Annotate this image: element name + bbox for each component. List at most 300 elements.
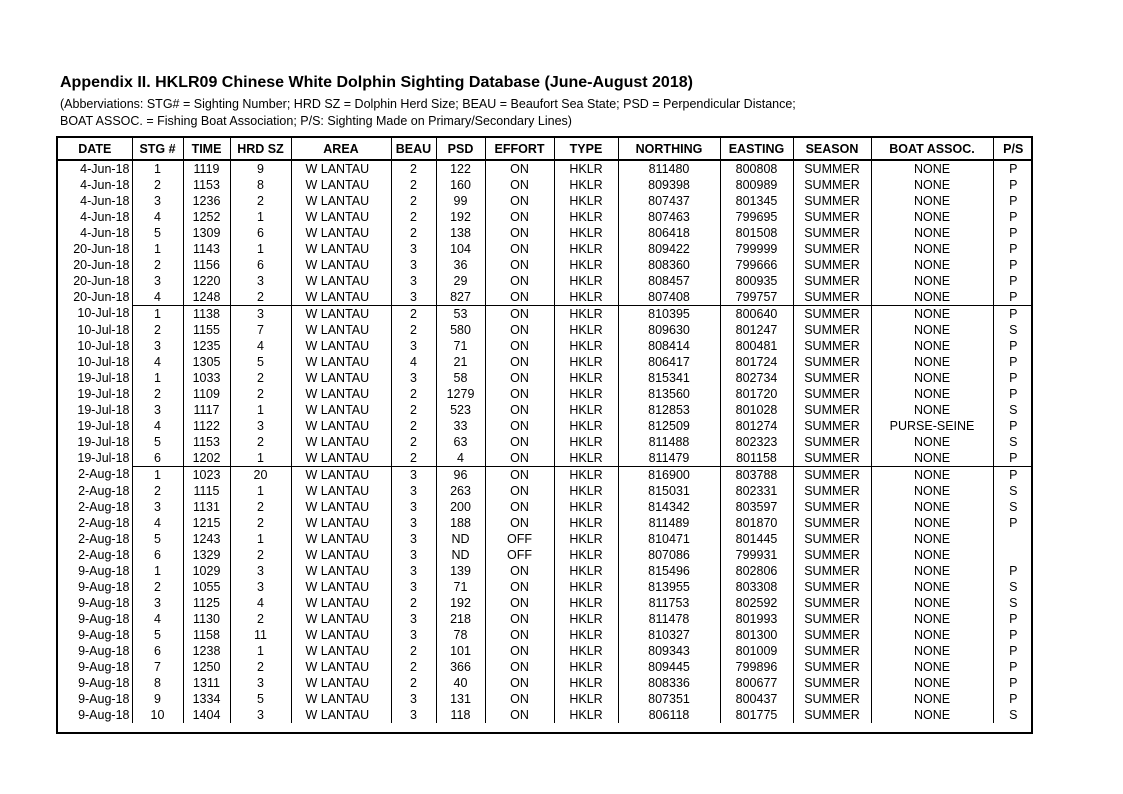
cell-time: 1109 bbox=[183, 386, 230, 402]
cell-northing: 815031 bbox=[618, 483, 720, 499]
cell-type: HKLR bbox=[554, 370, 618, 386]
cell-area: W LANTAU bbox=[291, 322, 391, 338]
cell-boat-assoc: NONE bbox=[871, 338, 993, 354]
cell-area: W LANTAU bbox=[291, 659, 391, 675]
cell-stg: 2 bbox=[132, 177, 183, 193]
cell-ps: S bbox=[1009, 595, 1018, 610]
cell-time: 1131 bbox=[183, 499, 230, 515]
abbreviations-line-2: BOAT ASSOC. = Fishing Boat Association; P/S: Sighting Made on Primary/Secondary Lines) bbox=[60, 114, 572, 128]
cell-type: HKLR bbox=[554, 306, 618, 323]
table-row bbox=[58, 595, 1033, 611]
cell-hrd-sz: 3 bbox=[230, 306, 291, 323]
cell-stg: 2 bbox=[132, 257, 183, 273]
cell-time: 1029 bbox=[183, 563, 230, 579]
cell-effort: ON bbox=[485, 611, 554, 627]
cell-psd: 139 bbox=[436, 563, 485, 579]
cell-easting: 802331 bbox=[720, 483, 793, 499]
cell-area: W LANTAU bbox=[291, 595, 391, 611]
table-row bbox=[58, 659, 1033, 675]
cell-ps: S bbox=[1009, 499, 1018, 514]
cell-hrd-sz: 3 bbox=[230, 579, 291, 595]
cell-ps: S bbox=[1009, 434, 1018, 449]
cell-stg: 3 bbox=[132, 402, 183, 418]
cell-date: 19-Jul-18 bbox=[58, 370, 132, 386]
cell-psd: 96 bbox=[436, 467, 485, 484]
cell-easting: 801345 bbox=[720, 193, 793, 209]
cell-type: HKLR bbox=[554, 289, 618, 306]
table-body bbox=[58, 160, 1033, 723]
cell-date: 19-Jul-18 bbox=[58, 418, 132, 434]
cell-boat-assoc: NONE bbox=[871, 273, 993, 289]
cell-time: 1311 bbox=[183, 675, 230, 691]
cell-stg: 4 bbox=[132, 209, 183, 225]
cell-season: SUMMER bbox=[793, 579, 871, 595]
cell-date: 2-Aug-18 bbox=[58, 531, 132, 547]
table-row bbox=[58, 515, 1033, 531]
cell-time: 1153 bbox=[183, 434, 230, 450]
cell-date: 2-Aug-18 bbox=[58, 467, 132, 484]
cell-boat-assoc: NONE bbox=[871, 659, 993, 675]
cell-season: SUMMER bbox=[793, 338, 871, 354]
cell-type: HKLR bbox=[554, 595, 618, 611]
cell-hrd-sz: 3 bbox=[230, 707, 291, 723]
cell-type: HKLR bbox=[554, 241, 618, 257]
cell-date: 4-Jun-18 bbox=[58, 160, 132, 177]
cell-stg: 6 bbox=[132, 450, 183, 467]
cell-stg: 3 bbox=[132, 193, 183, 209]
cell-season: SUMMER bbox=[793, 643, 871, 659]
cell-area: W LANTAU bbox=[291, 177, 391, 193]
cell-season: SUMMER bbox=[793, 306, 871, 323]
cell-hrd-sz: 4 bbox=[230, 595, 291, 611]
cell-easting: 799695 bbox=[720, 209, 793, 225]
cell-psd: 523 bbox=[436, 402, 485, 418]
cell-psd: 99 bbox=[436, 193, 485, 209]
cell-stg: 3 bbox=[132, 499, 183, 515]
cell-hrd-sz: 2 bbox=[230, 515, 291, 531]
cell-ps: P bbox=[1009, 450, 1018, 465]
cell-effort: ON bbox=[485, 370, 554, 386]
cell-time: 1248 bbox=[183, 289, 230, 306]
cell-boat-assoc: NONE bbox=[871, 193, 993, 209]
cell-date: 9-Aug-18 bbox=[58, 579, 132, 595]
sighting-table bbox=[58, 138, 1033, 723]
column-header: AREA bbox=[291, 138, 391, 160]
cell-hrd-sz: 2 bbox=[230, 289, 291, 306]
cell-season: SUMMER bbox=[793, 193, 871, 209]
cell-stg: 4 bbox=[132, 611, 183, 627]
cell-type: HKLR bbox=[554, 338, 618, 354]
table-row bbox=[58, 354, 1033, 370]
table-row bbox=[58, 450, 1033, 467]
cell-time: 1215 bbox=[183, 515, 230, 531]
cell-psd: 58 bbox=[436, 370, 485, 386]
table-row bbox=[58, 241, 1033, 257]
cell-type: HKLR bbox=[554, 675, 618, 691]
cell-stg: 3 bbox=[132, 273, 183, 289]
cell-boat-assoc: NONE bbox=[871, 707, 993, 723]
table-row bbox=[58, 386, 1033, 402]
cell-boat-assoc: NONE bbox=[871, 450, 993, 467]
cell-time: 1243 bbox=[183, 531, 230, 547]
cell-psd: ND bbox=[436, 531, 485, 547]
cell-season: SUMMER bbox=[793, 627, 871, 643]
cell-ps: S bbox=[1009, 483, 1018, 498]
cell-type: HKLR bbox=[554, 627, 618, 643]
cell-ps bbox=[993, 547, 1033, 563]
cell-effort: ON bbox=[485, 306, 554, 323]
cell-boat-assoc: NONE bbox=[871, 531, 993, 547]
cell-psd: 36 bbox=[436, 257, 485, 273]
cell-northing: 808360 bbox=[618, 257, 720, 273]
cell-easting: 801274 bbox=[720, 418, 793, 434]
cell-easting: 803308 bbox=[720, 579, 793, 595]
cell-season: SUMMER bbox=[793, 611, 871, 627]
cell-boat-assoc: NONE bbox=[871, 434, 993, 450]
cell-ps: P bbox=[1009, 515, 1018, 530]
cell-type: HKLR bbox=[554, 177, 618, 193]
cell-boat-assoc: NONE bbox=[871, 483, 993, 499]
cell-northing: 807437 bbox=[618, 193, 720, 209]
cell-effort: ON bbox=[485, 499, 554, 515]
cell-stg: 1 bbox=[132, 467, 183, 484]
cell-beau: 3 bbox=[391, 467, 436, 484]
cell-boat-assoc: NONE bbox=[871, 209, 993, 225]
cell-boat-assoc: NONE bbox=[871, 675, 993, 691]
cell-northing: 810327 bbox=[618, 627, 720, 643]
cell-effort: ON bbox=[485, 209, 554, 225]
cell-boat-assoc: NONE bbox=[871, 289, 993, 306]
cell-effort: ON bbox=[485, 289, 554, 306]
cell-effort: ON bbox=[485, 160, 554, 177]
cell-hrd-sz: 2 bbox=[230, 659, 291, 675]
cell-stg: 4 bbox=[132, 289, 183, 306]
cell-beau: 2 bbox=[391, 177, 436, 193]
cell-effort: OFF bbox=[485, 547, 554, 563]
table-row bbox=[58, 531, 1033, 547]
cell-ps: P bbox=[1009, 354, 1018, 369]
cell-beau: 2 bbox=[391, 434, 436, 450]
cell-stg: 2 bbox=[132, 579, 183, 595]
table-row bbox=[58, 177, 1033, 193]
cell-easting: 801508 bbox=[720, 225, 793, 241]
cell-area: W LANTAU bbox=[291, 611, 391, 627]
cell-boat-assoc: NONE bbox=[871, 225, 993, 241]
cell-time: 1138 bbox=[183, 306, 230, 323]
cell-date: 19-Jul-18 bbox=[58, 386, 132, 402]
cell-effort: ON bbox=[485, 467, 554, 484]
cell-hrd-sz: 1 bbox=[230, 450, 291, 467]
cell-effort: ON bbox=[485, 386, 554, 402]
cell-area: W LANTAU bbox=[291, 225, 391, 241]
cell-ps: P bbox=[1009, 370, 1018, 385]
cell-date: 2-Aug-18 bbox=[58, 499, 132, 515]
cell-ps: P bbox=[1009, 675, 1018, 690]
cell-ps: P bbox=[1009, 643, 1018, 658]
cell-season: SUMMER bbox=[793, 515, 871, 531]
cell-beau: 3 bbox=[391, 531, 436, 547]
cell-northing: 807351 bbox=[618, 691, 720, 707]
cell-date: 4-Jun-18 bbox=[58, 209, 132, 225]
cell-easting: 801870 bbox=[720, 515, 793, 531]
cell-season: SUMMER bbox=[793, 499, 871, 515]
cell-hrd-sz: 3 bbox=[230, 563, 291, 579]
cell-area: W LANTAU bbox=[291, 306, 391, 323]
cell-hrd-sz: 1 bbox=[230, 531, 291, 547]
cell-beau: 2 bbox=[391, 306, 436, 323]
cell-hrd-sz: 6 bbox=[230, 257, 291, 273]
sighting-table-frame bbox=[56, 136, 1033, 734]
cell-hrd-sz: 1 bbox=[230, 209, 291, 225]
cell-ps: S bbox=[1009, 579, 1018, 594]
cell-northing: 816900 bbox=[618, 467, 720, 484]
cell-date: 9-Aug-18 bbox=[58, 563, 132, 579]
cell-effort: ON bbox=[485, 595, 554, 611]
table-row bbox=[58, 483, 1033, 499]
cell-season: SUMMER bbox=[793, 241, 871, 257]
table-row bbox=[58, 627, 1033, 643]
cell-type: HKLR bbox=[554, 225, 618, 241]
cell-effort: ON bbox=[485, 675, 554, 691]
cell-beau: 2 bbox=[391, 675, 436, 691]
cell-hrd-sz: 4 bbox=[230, 338, 291, 354]
cell-hrd-sz: 2 bbox=[230, 193, 291, 209]
cell-area: W LANTAU bbox=[291, 402, 391, 418]
cell-type: HKLR bbox=[554, 257, 618, 273]
cell-date: 9-Aug-18 bbox=[58, 611, 132, 627]
cell-effort: ON bbox=[485, 402, 554, 418]
cell-psd: 101 bbox=[436, 643, 485, 659]
cell-type: HKLR bbox=[554, 483, 618, 499]
cell-northing: 811753 bbox=[618, 595, 720, 611]
cell-northing: 809630 bbox=[618, 322, 720, 338]
cell-date: 20-Jun-18 bbox=[58, 273, 132, 289]
cell-psd: 580 bbox=[436, 322, 485, 338]
cell-season: SUMMER bbox=[793, 467, 871, 484]
cell-type: HKLR bbox=[554, 563, 618, 579]
cell-effort: ON bbox=[485, 691, 554, 707]
cell-northing: 809422 bbox=[618, 241, 720, 257]
table-row bbox=[58, 273, 1033, 289]
cell-boat-assoc: NONE bbox=[871, 643, 993, 659]
cell-northing: 808336 bbox=[618, 675, 720, 691]
cell-type: HKLR bbox=[554, 579, 618, 595]
cell-psd: 21 bbox=[436, 354, 485, 370]
cell-psd: 53 bbox=[436, 306, 485, 323]
cell-northing: 809343 bbox=[618, 643, 720, 659]
cell-area: W LANTAU bbox=[291, 627, 391, 643]
cell-beau: 3 bbox=[391, 515, 436, 531]
cell-beau: 3 bbox=[391, 707, 436, 723]
cell-boat-assoc: NONE bbox=[871, 322, 993, 338]
cell-stg: 2 bbox=[132, 483, 183, 499]
cell-time: 1235 bbox=[183, 338, 230, 354]
cell-easting: 801158 bbox=[720, 450, 793, 467]
cell-area: W LANTAU bbox=[291, 483, 391, 499]
table-row bbox=[58, 225, 1033, 241]
cell-effort: ON bbox=[485, 515, 554, 531]
cell-beau: 3 bbox=[391, 273, 436, 289]
cell-easting: 799757 bbox=[720, 289, 793, 306]
column-header: PSD bbox=[436, 138, 485, 160]
table-row bbox=[58, 707, 1033, 723]
cell-ps: P bbox=[1009, 193, 1018, 208]
cell-date: 9-Aug-18 bbox=[58, 707, 132, 723]
column-header: BEAU bbox=[391, 138, 436, 160]
cell-easting: 802734 bbox=[720, 370, 793, 386]
cell-psd: 192 bbox=[436, 209, 485, 225]
cell-beau: 3 bbox=[391, 257, 436, 273]
cell-beau: 4 bbox=[391, 354, 436, 370]
cell-ps: P bbox=[993, 467, 1033, 484]
abbreviations-line-1: (Abberviations: STG# = Sighting Number; HRD SZ = Dolphin Herd Size; BEAU = Beaufort Sea State; PSD = Perpendicular Distance; bbox=[60, 97, 796, 111]
cell-stg: 1 bbox=[132, 160, 183, 177]
cell-season: SUMMER bbox=[793, 595, 871, 611]
cell-area: W LANTAU bbox=[291, 241, 391, 257]
cell-ps: P bbox=[1009, 627, 1018, 642]
cell-date: 10-Jul-18 bbox=[58, 354, 132, 370]
cell-beau: 2 bbox=[391, 450, 436, 467]
cell-area: W LANTAU bbox=[291, 289, 391, 306]
cell-type: HKLR bbox=[554, 354, 618, 370]
cell-effort: ON bbox=[485, 273, 554, 289]
cell-stg: 5 bbox=[132, 531, 183, 547]
cell-hrd-sz: 20 bbox=[230, 467, 291, 484]
cell-beau: 2 bbox=[391, 659, 436, 675]
cell-area: W LANTAU bbox=[291, 418, 391, 434]
cell-effort: ON bbox=[485, 563, 554, 579]
cell-northing: 811488 bbox=[618, 434, 720, 450]
cell-hrd-sz: 2 bbox=[230, 370, 291, 386]
cell-time: 1033 bbox=[183, 370, 230, 386]
cell-area: W LANTAU bbox=[291, 531, 391, 547]
cell-easting: 801247 bbox=[720, 322, 793, 338]
column-header: SEASON bbox=[793, 138, 871, 160]
cell-season: SUMMER bbox=[793, 434, 871, 450]
cell-type: HKLR bbox=[554, 322, 618, 338]
cell-season: SUMMER bbox=[793, 402, 871, 418]
cell-beau: 2 bbox=[391, 386, 436, 402]
cell-psd: 192 bbox=[436, 595, 485, 611]
table-row bbox=[58, 611, 1033, 627]
cell-date: 20-Jun-18 bbox=[58, 257, 132, 273]
cell-season: SUMMER bbox=[793, 160, 871, 177]
cell-psd: 827 bbox=[436, 289, 485, 306]
cell-easting: 802323 bbox=[720, 434, 793, 450]
cell-stg: 1 bbox=[132, 241, 183, 257]
cell-area: W LANTAU bbox=[291, 434, 391, 450]
cell-date: 9-Aug-18 bbox=[58, 659, 132, 675]
cell-season: SUMMER bbox=[793, 354, 871, 370]
cell-northing: 809445 bbox=[618, 659, 720, 675]
cell-hrd-sz: 5 bbox=[230, 354, 291, 370]
cell-area: W LANTAU bbox=[291, 547, 391, 563]
cell-easting: 800437 bbox=[720, 691, 793, 707]
cell-effort: ON bbox=[485, 177, 554, 193]
cell-time: 1236 bbox=[183, 193, 230, 209]
cell-beau: 2 bbox=[391, 160, 436, 177]
cell-stg: 10 bbox=[132, 707, 183, 723]
cell-area: W LANTAU bbox=[291, 467, 391, 484]
cell-time: 1334 bbox=[183, 691, 230, 707]
cell-northing: 814342 bbox=[618, 499, 720, 515]
cell-northing: 806418 bbox=[618, 225, 720, 241]
cell-ps: P bbox=[1009, 289, 1018, 304]
table-row bbox=[58, 547, 1033, 563]
table-row bbox=[58, 563, 1033, 579]
cell-effort: ON bbox=[485, 241, 554, 257]
cell-hrd-sz: 9 bbox=[230, 160, 291, 177]
cell-beau: 2 bbox=[391, 322, 436, 338]
cell-hrd-sz: 2 bbox=[230, 499, 291, 515]
cell-beau: 3 bbox=[391, 370, 436, 386]
cell-stg: 5 bbox=[132, 225, 183, 241]
cell-season: SUMMER bbox=[793, 386, 871, 402]
cell-stg: 9 bbox=[132, 691, 183, 707]
cell-northing: 815341 bbox=[618, 370, 720, 386]
table-row bbox=[58, 209, 1033, 225]
cell-northing: 812509 bbox=[618, 418, 720, 434]
cell-psd: 160 bbox=[436, 177, 485, 193]
cell-northing: 810471 bbox=[618, 531, 720, 547]
cell-season: SUMMER bbox=[793, 289, 871, 306]
cell-boat-assoc: NONE bbox=[871, 611, 993, 627]
cell-psd: 29 bbox=[436, 273, 485, 289]
cell-season: SUMMER bbox=[793, 691, 871, 707]
cell-beau: 2 bbox=[391, 193, 436, 209]
cell-area: W LANTAU bbox=[291, 257, 391, 273]
cell-psd: 366 bbox=[436, 659, 485, 675]
cell-time: 1117 bbox=[183, 402, 230, 418]
cell-season: SUMMER bbox=[793, 675, 871, 691]
cell-time: 1404 bbox=[183, 707, 230, 723]
cell-season: SUMMER bbox=[793, 177, 871, 193]
cell-easting: 799666 bbox=[720, 257, 793, 273]
cell-date: 2-Aug-18 bbox=[58, 515, 132, 531]
cell-psd: 200 bbox=[436, 499, 485, 515]
cell-easting: 801720 bbox=[720, 386, 793, 402]
cell-easting: 803597 bbox=[720, 499, 793, 515]
cell-ps bbox=[993, 531, 1033, 547]
cell-stg: 5 bbox=[132, 434, 183, 450]
cell-northing: 815496 bbox=[618, 563, 720, 579]
cell-ps: P bbox=[1009, 177, 1018, 192]
cell-boat-assoc: NONE bbox=[871, 547, 993, 563]
cell-ps: P bbox=[1009, 273, 1018, 288]
table-row bbox=[58, 370, 1033, 386]
cell-area: W LANTAU bbox=[291, 579, 391, 595]
cell-type: HKLR bbox=[554, 691, 618, 707]
cell-stg: 8 bbox=[132, 675, 183, 691]
cell-psd: 131 bbox=[436, 691, 485, 707]
cell-area: W LANTAU bbox=[291, 691, 391, 707]
table-row bbox=[58, 193, 1033, 209]
cell-easting: 801445 bbox=[720, 531, 793, 547]
cell-area: W LANTAU bbox=[291, 370, 391, 386]
cell-date: 20-Jun-18 bbox=[58, 241, 132, 257]
cell-stg: 4 bbox=[132, 418, 183, 434]
cell-psd: 138 bbox=[436, 225, 485, 241]
cell-northing: 807463 bbox=[618, 209, 720, 225]
cell-date: 9-Aug-18 bbox=[58, 627, 132, 643]
cell-area: W LANTAU bbox=[291, 273, 391, 289]
cell-easting: 800640 bbox=[720, 306, 793, 323]
cell-time: 1130 bbox=[183, 611, 230, 627]
cell-ps: P bbox=[1009, 257, 1018, 272]
cell-hrd-sz: 6 bbox=[230, 225, 291, 241]
cell-effort: ON bbox=[485, 338, 554, 354]
cell-northing: 811480 bbox=[618, 160, 720, 177]
